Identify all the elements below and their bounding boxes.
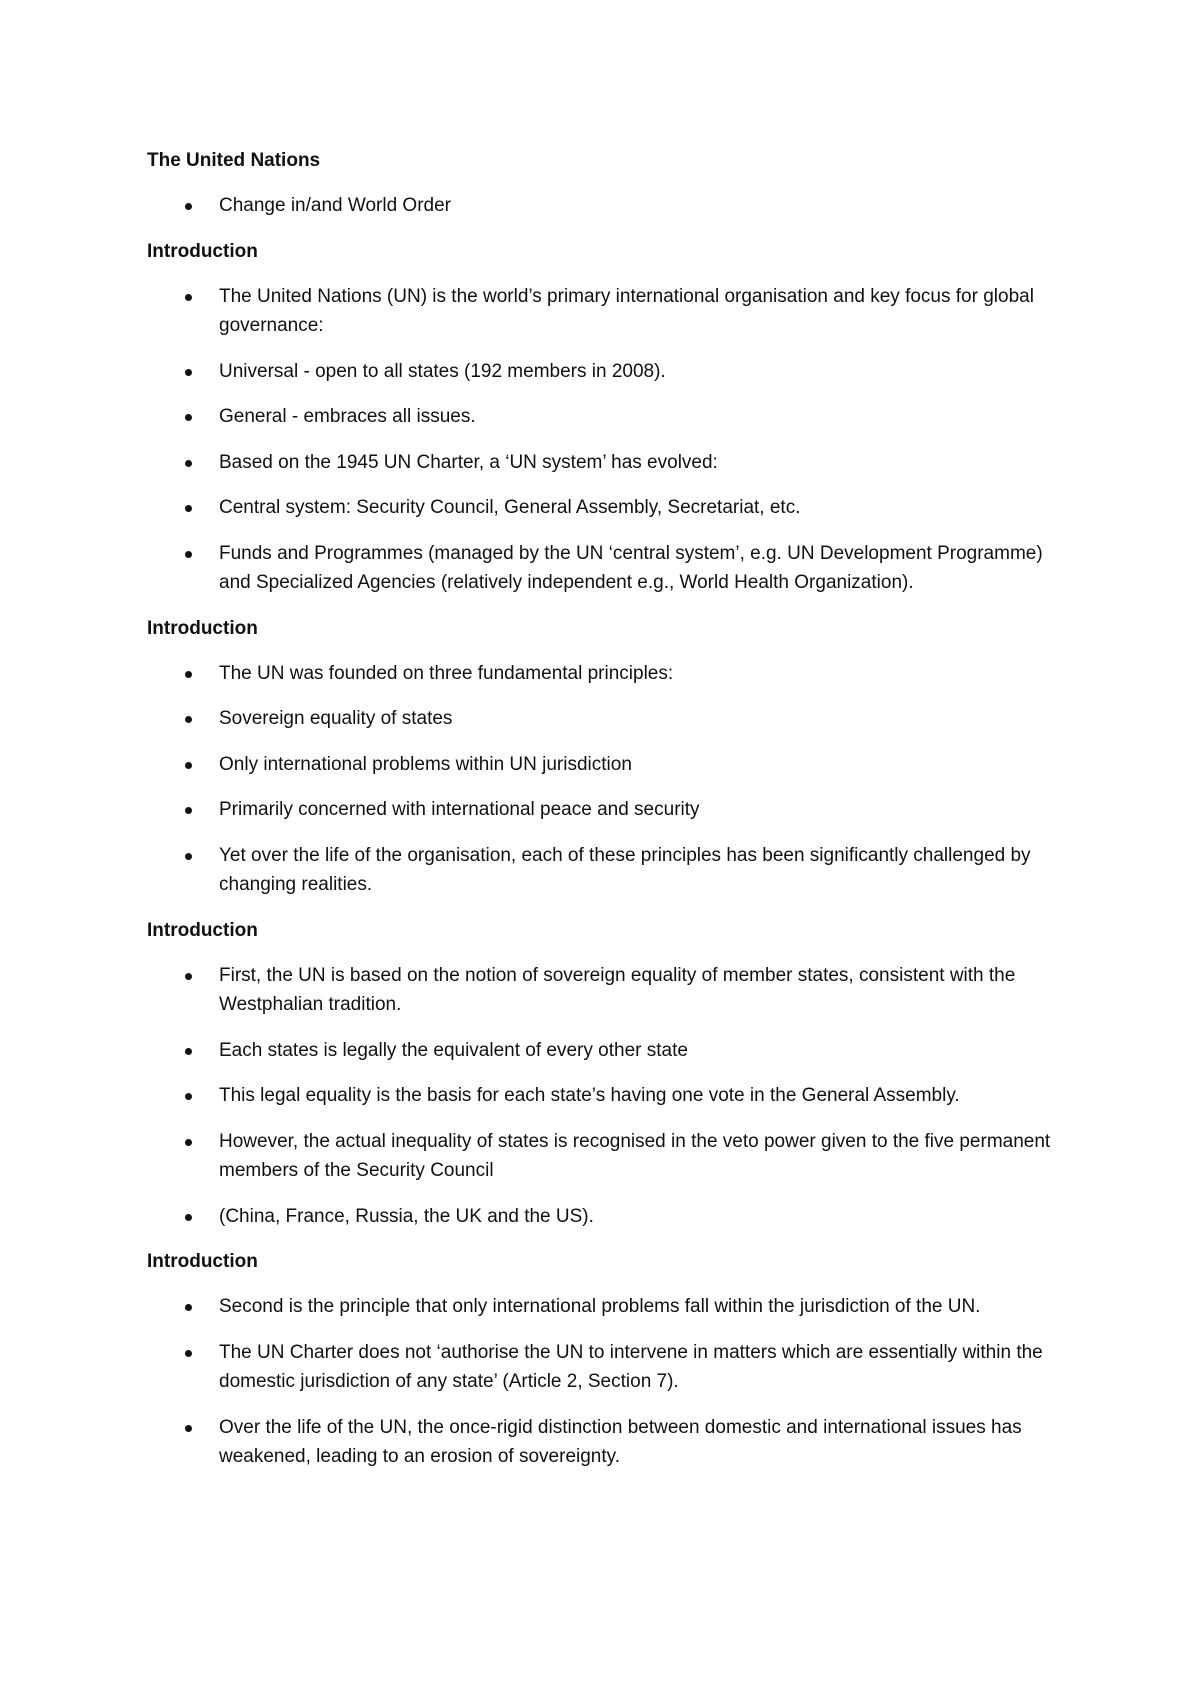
bullet-text: However, the actual inequality of states is recognised in the veto power given to the five permanent members of the Security Council [219, 1130, 1051, 1181]
bullet-item [147, 961, 1077, 1020]
section-heading: Introduction [147, 240, 258, 262]
bullet-list [147, 961, 1077, 1232]
bullet-item [147, 1127, 1077, 1186]
bullet-item [147, 1202, 1077, 1232]
document-content [147, 146, 1077, 1488]
section-heading: Introduction [147, 919, 258, 941]
bullet-text: The UN was founded on three fundamental principles: [219, 662, 674, 684]
bullet-list [147, 659, 1077, 900]
bullet-item [147, 1413, 1077, 1472]
bullet-text: This legal equality is the basis for each state’s having one vote in the General Assembly. [219, 1085, 960, 1106]
bullet-point-icon [185, 762, 192, 769]
bullet-point-icon [185, 853, 192, 860]
bullet-item [147, 493, 1077, 523]
bullet-point-icon [185, 973, 192, 980]
bullet-item [147, 402, 1077, 432]
bullet-item [147, 282, 1077, 341]
bullet-item [147, 1292, 1077, 1322]
bullet-item [147, 1036, 1077, 1066]
bullet-text: Yet over the life of the organisation, each of these principles has been significantly challenged by changing realities. [219, 844, 1031, 895]
bullet-item [147, 841, 1077, 900]
bullet-point-icon [185, 460, 192, 467]
bullet-point-icon [185, 716, 192, 723]
bullet-text: Based on the 1945 UN Charter, a ‘UN system’ has evolved: [219, 451, 718, 473]
bullet-item [147, 750, 1077, 780]
bullet-point-icon [185, 551, 192, 558]
bullet-item [147, 357, 1077, 387]
bullet-text: Primarily concerned with international peace and security [219, 799, 700, 820]
bullet-item [147, 795, 1077, 825]
bullet-point-icon [185, 1214, 192, 1221]
bullet-item [147, 1338, 1077, 1397]
document-title: The United Nations [147, 150, 321, 171]
bullet-point-icon [185, 1350, 192, 1357]
bullet-text: Only international problems within UN jurisdiction [219, 753, 632, 775]
bullet-point-icon [185, 1048, 192, 1055]
bullet-item [147, 704, 1077, 734]
bullet-text: Each states is legally the equivalent of every other state [219, 1039, 688, 1061]
bullet-point-icon [185, 505, 192, 512]
bullet-list [147, 282, 1077, 598]
bullet-text: Over the life of the UN, the once-rigid distinction between domestic and international issues has weakened, leading to an erosion of sovereignty. [219, 1416, 1022, 1467]
bullet-item [147, 1081, 1077, 1111]
bullet-text: First, the UN is based on the notion of sovereign equality of member states, consistent with the Westphalian tradition. [219, 964, 1016, 1015]
bullet-point-icon [185, 369, 192, 376]
bullet-point-icon [185, 807, 192, 814]
bullet-item [147, 659, 1077, 689]
bullet-text: General - embraces all issues. [219, 406, 476, 427]
bullet-text: The UN Charter does not ‘authorise the UN to intervene in matters which are essentially within the domestic jurisdiction of any state’ (Article 2, Section 7). [219, 1341, 1043, 1392]
bullet-text: Change in/and World Order [219, 195, 451, 216]
bullet-list [147, 191, 1077, 221]
bullet-text: Funds and Programmes (managed by the UN ‘central system’, e.g. UN Development Programme) and Specialized Agencies (relatively independent e.g., World Health Organization). [219, 542, 1043, 593]
bullet-item [147, 539, 1077, 598]
bullet-text: Second is the principle that only international problems fall within the jurisdiction of the UN. [219, 1296, 981, 1317]
bullet-point-icon [185, 1425, 192, 1432]
bullet-point-icon [185, 671, 192, 678]
bullet-text: Universal - open to all states (192 members in 2008). [219, 360, 666, 382]
bullet-point-icon [185, 414, 192, 421]
bullet-text: Sovereign equality of states [219, 708, 453, 729]
bullet-point-icon [185, 1093, 192, 1100]
bullet-item [147, 191, 1077, 221]
section-heading: Introduction [147, 617, 258, 639]
bullet-list [147, 1292, 1077, 1472]
bullet-point-icon [185, 294, 192, 301]
bullet-text: The United Nations (UN) is the world’s primary international organisation and key focus for global governance: [219, 285, 1034, 336]
bullet-point-icon [185, 203, 192, 210]
section-heading: Introduction [147, 1251, 258, 1272]
bullet-point-icon [185, 1304, 192, 1311]
bullet-item [147, 448, 1077, 478]
bullet-text: (China, France, Russia, the UK and the US). [219, 1205, 594, 1227]
bullet-point-icon [185, 1139, 192, 1146]
bullet-text: Central system: Security Council, General Assembly, Secretariat, etc. [219, 497, 801, 518]
